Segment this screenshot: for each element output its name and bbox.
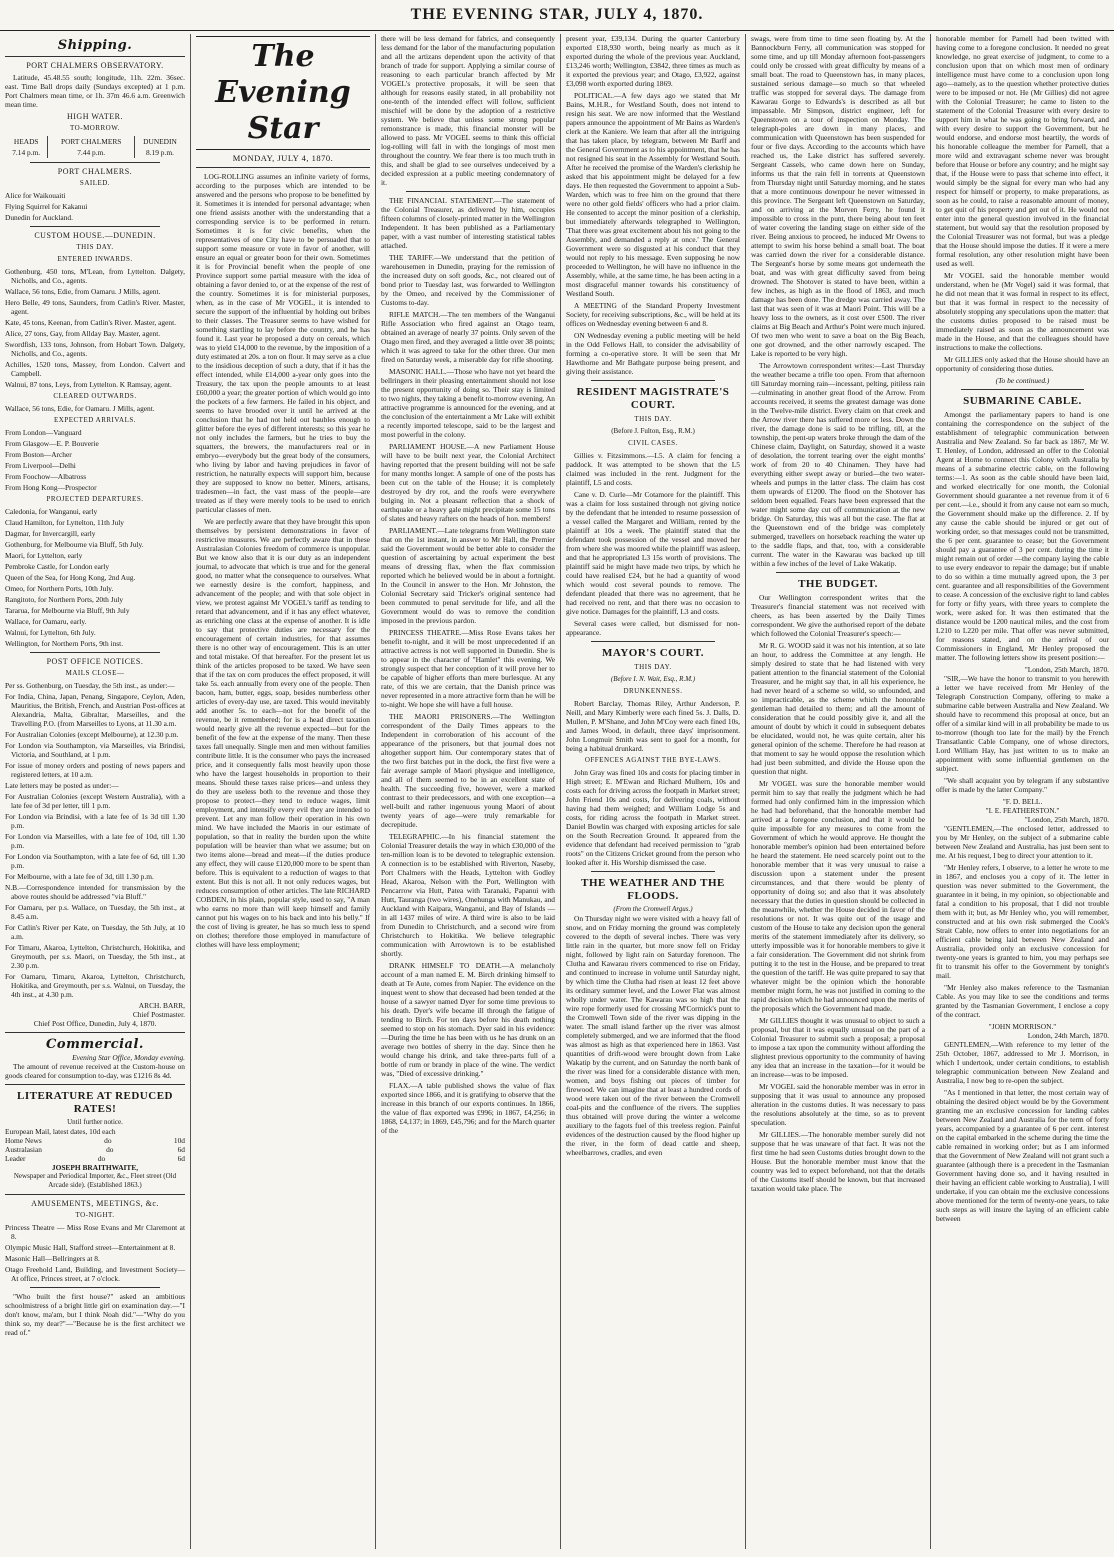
column-2 — [190, 34, 375, 1549]
entered-title: ENTERED INWARDS. — [57, 255, 133, 263]
table-row — [5, 1154, 185, 1163]
divider — [196, 167, 370, 168]
list-item: Walnui, 87 tons, Leys, from Lyttelton. K Ramsay, agent. — [5, 380, 172, 389]
letter-body: "GENTLEMEN,—The enclosed letter, addressed to you by Mr Henley, on the subject of a submarine cable between New Zealand and Australia, has just been sent to me. At his request, I beg to direct your attention to it. — [936, 824, 1109, 860]
list-item: Masonic Hall—Bellringers at 8. — [5, 1254, 100, 1263]
list-item: From Foochow—Albatross — [5, 472, 87, 481]
rate-price: 6d — [177, 1145, 185, 1154]
list-item: Swordfish, 133 tons, Johnson, from Hobart Town. Dalgety, Nicholls, and Co., agents. — [5, 340, 185, 358]
budget-speech: Mr VOGEL said the honorable member was in error in supposing that it was usual to announce any proposed alteration in the customs duties. It was necessary to pass the resolutions absolutely at the time, so as to prevent speculation. — [751, 1082, 925, 1127]
divider — [30, 1287, 160, 1288]
list-item: Wallace, 56 tons, Edie, for Oamaru. J Mills, agent. — [5, 404, 155, 413]
list-item: Dunedin for Auckland. — [5, 213, 73, 222]
list-item: Wellington, for Northern Ports, 9th inst. — [5, 639, 124, 648]
news-item: PRINCESS THEATRE.—Miss Rose Evans takes her benefit to-night, and it will be most unprecedented if an attractive actress is not well supported in Dunedin. She is to appear in the character of "Hamlet" this evening. We strongly suspect that her conception of it will prove her to be capable of higher efforts than mere burlesque. At any rate, of this we are certain, that the Danish prince was never represented in a more attractive form than he will be to-night. We hope she will have a full house. — [381, 628, 555, 709]
list-item: From Glasgow—E. P. Bouverie — [5, 439, 99, 448]
expected-list — [5, 428, 185, 492]
mayor-court-day: THIS DAY. — [634, 663, 672, 671]
rate-name: Australasian — [5, 1145, 42, 1154]
weather-title: THE WEATHER AND THE FLOODS. — [581, 877, 725, 902]
letter-date: "London, 25th March, 1870. — [1024, 665, 1109, 674]
closing-anecdote: "Who built the first house?" asked an ambitious schoolmistress of a bright little girl on examination day.—"I don't know, ma'am, but I think Noah did."—"Why do you think so, my dear?"—"Because he is the first architect we read of." — [5, 1292, 185, 1337]
letter-signature: "I. E. FEATHERSTON." — [985, 806, 1060, 815]
news-item: THE TARIFF.—We understand that the petition of warehousemen in Dunedin, praying for the remission of the increased duty on soft goods, &c., not cleared out of bond prior to Tuesday last, was forwarded to Wellington by the Omeo, and received by the Commissioner of Customs to-day. — [381, 253, 555, 307]
divider — [30, 652, 160, 653]
list-item: Gothenburg, 450 tons, M'Lean, from Lyttelton. Dalgety, Nicholls, and Co., agents. — [5, 267, 185, 285]
list-item: Rangitoto, for Northern Ports, 20th July — [5, 595, 124, 604]
tide-dunedin-time: 8.19 p.m. — [146, 148, 174, 157]
literature-rates — [5, 1127, 185, 1163]
observatory-text: Latitude, 45.48.55 south; longitude, 11h. 22m. 36sec. east. Time Ball drops daily (Sundays excepted) at 1 p.m. Port Chalmers mean time, or 1h. 37m 46.6 a.m. Greenwich mean time. — [5, 73, 185, 109]
list-item: Olympic Music Hall, Stafford street—Entertainment at 8. — [5, 1243, 176, 1252]
list-item: From Hong Kong—Prospector — [5, 483, 97, 492]
news-item: THE FINANCIAL STATEMENT.—The statement of the Colonial Treasurer, as delivered by him, occupies fifteen columns of closely-printed matter in the Wellington Independent. It has been published as a Parliamentary paper, with a vast number of interesting statistical tables attached. — [381, 196, 555, 250]
projected-title: PROJECTED DEPARTURES. — [46, 495, 144, 503]
rate-col: do — [104, 1136, 112, 1145]
divider — [591, 871, 715, 872]
news-item: ON Wednesday evening a public meeting will be held in the Odd Fellows Hall, to consider the advisability of forming a co-operative store. It will be seen that Mr Hawthorne and Mr Bathgate purpose being present, and giving their assistance. — [566, 331, 740, 376]
list-item: For Melbourne, with a late fee of 3d, till 1.30 p.m. — [5, 872, 154, 881]
list-item: Alice for Waikouaiti — [5, 191, 66, 200]
divider — [5, 1032, 185, 1033]
literature-sub: Until further notice. — [67, 1118, 123, 1126]
letter-body: "As I mentioned in that letter, the most certain way of obtaining the desired object would be by the Government granting me an exclusive concession for landing cables between New Zealand and Australia for the term of forty years, accompanied by a guarantee of 6 per cent. interest on the capital embarked in the scheme during the time the cable remained in working order; but as I am informed that the Government of New Zealand will not grant such a guarantee (although there is a precedent in the Tasmanian Government having done so, and it having resulted in their having an efficient cable working to Australia), I will undertake, if you can obtain me the exclusive concessions above mentioned for the term of twenty-one years, to take such steps as will insure the laying of an efficient cable between — [936, 1088, 1109, 1223]
list-item: Caledonia, for Wanganui, early — [5, 507, 98, 516]
news-item: DRANK HIMSELF TO DEATH.—A melancholy account of a man named E. M. Birch drinking himself to death at Te Aute, comes from Napier. The evidence on the inquest went to show that deceased had been tended at the house of a sawyer named Dyer for some time previous to his death. Dyer's wife became ill through the fatigue of tending to Birch. For ten days before his death nothing seemed to stop on his stomach. Dyer said in his evidence:—During the time he has been with us he has drunk on an average two bottles of sherry in the day. Since then he would change his drink, and take three-parts full of a bottle of rum or brandy in place of the wine. The verdict was, "Died of excessive drinking." — [381, 961, 555, 1078]
editorial-continued: there will be less demand for fabrics, and consequently less demand for the labor of the manufacturing population and all the artizans dependent upon the activity of that branch of trade for support. Applying a similar course of reasoning to each particular branch affected by Mr VOGEL's protective proposals, it will be seen that although for reasons easily stated, in all probability not one-tenth of the intended effect will follow, sufficient mischief will be done by the adoption of a restrictive system. We believe that unless some strong popular remonstrance is made, this financial monster will be allowed to pass. Mr VOGEL seems to think this official log-rolling will fall in with the longings of most men throughout the country. We fear there is too much truth in this, and shall be glad to see ourselves undeceived by a decided expression at a public meeting condemnatory of it. — [381, 34, 555, 187]
rate-name: Leader — [5, 1154, 26, 1163]
high-water-sub: TO-MORROW. — [70, 124, 120, 132]
divider — [591, 380, 715, 381]
editorial-para: LOG-ROLLING assumes an infinite variety of forms, according to the purposes which are intended to be answered and the persons who propose to be benefitted by it. Sometimes it is intended for personal advantage; when one friend assists another with the understanding that a corresponding service is to be performed in return. Sometimes it is for civic benefits, when the representatives of one City have to be persuaded that to support some measure or vote in favor of another, will ensure an equal or greater boon for their own. Sometimes it is for Provincial benefit when the people of one Province support some partial measure with the idea of obtaining a favor denied to, or at the expense of the rest of the country. Sometimes it is for ministerial purposes, when, as in the case of Mr VOGEL, it is intended to secure the support of the influential by holding out bribes to their classes. The Treasurer seems to have wished for something startling to lay before the country, and he has found it. Last year he proposed a duty on cereals, which was to yield £14,000 to the revenue, by the imposition of a duty estimated at 20s. a ton on flour. It may serve as a clue to the insidious deception of such a duty, that if it has the effect intended, while £14,000 a-year only goes into the Treasury, the tax upon the people amounts to at least £60,000 a year; the greater portion of which would go into the pockets of a few farmers. He failed in his object, and seems to have brooded over it until he arrived at the conclusion that he had not held out baubles enough to glitter before the eyes of different interests; so this year he not only includes the farmers, but he tries to buy the squatters, the brewers, the manufacturers real or in embryo—everybody but the great body of the consumers, who living by labor and having prejudices in favor of restriction, he naturally expects will support him, because they are supposed to know no better. Miners, artisans, tradesmen—in fact, the vast mass of the people—are treated as if they were merely tools to be used to enrich particular classes of men. — [196, 172, 370, 514]
list-item: Per ss. Gothenburg, on Tuesday, the 5th inst., as under:— — [5, 681, 175, 690]
sailed-list — [5, 191, 185, 222]
mayor-court-before: (Before I. N. Wait, Esq., R.M.) — [610, 675, 696, 683]
list-item: From Liverpool—Delhi — [5, 461, 76, 470]
bylaw-title: OFFENCES AGAINST THE BYE-LAWS. — [584, 756, 722, 764]
news-item: THE MAORI PRISONERS.—The Wellington correspondent of the Daily Times appears to the Independent in corroboration of his account of the appearance of the prisoners, but that journal does not altogether support him. Our contemporary states that of the two first batches put in the dock, the first five were a fair average sample of Maori physique and intelligence, and all of them seemed to be in an excellent state of health. The succeeding five, however, were a marked contrast to their predecessors, and with one exception—a well-built and rather ingenuous young Maori of about twenty years of age—were truly remarkable for decrepitude. — [381, 712, 555, 829]
commercial-dateline: Evening Star Office, Monday evening. — [72, 1053, 185, 1062]
list-item: Kate, 45 tons, Keenan, from Catlin's River. Master, agent. — [5, 318, 176, 327]
weather-continued: swags, were from time to time seen floating by. At the Bannockburn Ferry, all communication was stopped for some time, and up till Monday afternoon foot-passengers could only be crossed with great difficulty by means of a small boat. The road to Queenstown has, in many places, sustained serious damage—so much so that wheeled traffic was stopped for several days. The damage from Kawarau Gorge to Edwards's is described as all but impassable. Mr Simpson, district engineer, left for Queenstown on a tour of inspection on Monday. The telegraph-poles are down in many places, and communication with Queenstown has been suspended for four or five days. According to the accounts which have reached us, the Lake district has suffered severely. Sergeant Cassels, who came down here on Sunday, informs us that the rain fell in torrents at Queenstown from Thursday night until Saturday morning, and he states that a more continuous downpour he never witnessed in this province. The Sergeant left Queenstown on Saturday, and on arriving at the Morven Ferry, he found it impossible to cross in the punt, there being about ten feet of water covering the landing stage on either side of the river. Being anxious to proceed, he induced Mr Owens to attempt to swim his horse behind a small boat. The boat was carried down the river for a considerable distance. The Sergeant's horse by some means got underneath the boat, and was with great difficulty saved from being drowned. The Shotover is stated to have been, within a few inches, as high as in the flood of 1863, and much damage has been done. The dredge was carried away. The last that was seen of it was at Maori Point. This will be a heavy loss to the owners, as it cost over £500. The river claims at Big Beach and Arthur's Point were much injured. Of two men who went to save a boat on the Big Beach, one got drowned, and the other narrowly escaped. The Lake is reported to be very high. — [751, 34, 925, 358]
divider — [591, 641, 715, 642]
post-list — [5, 681, 185, 999]
list-item: Dagmar, for Invercargill, early — [5, 529, 96, 538]
tide-heads-label: HEADS — [5, 136, 48, 147]
letter-signature: "JOHN MORRISON." — [988, 1022, 1057, 1031]
list-item: For Oamaru, per p.s. Wallace, on Tuesday, the 5th inst., at 8.45 a.m. — [5, 903, 185, 921]
list-item: For India, China, Japan, Penang, Singapore, Ceylon, Aden, Mauritius, the British, French, and Austrian Post-offices at Alexandria, Malta, Gibraltar, Marseilles, and the Travelling P.O. (from Marseilles to Lyons, at 11.30 a.m. — [5, 692, 185, 728]
table-row — [5, 1145, 185, 1154]
court-case: Gillies v. Fitzsimmons.—L5. A claim for fencing a paddock. It was attempted to be shown that the L5 claimed was included in the rent. Judgment for the plaintiff, L5 and costs. — [566, 451, 740, 487]
literature-role: Newspaper and Periodical Importer, &c., Fleet street (Old Arcade side). (Established 1863.) — [13, 1172, 177, 1189]
court-case: John Gray was fined 10s and costs for placing timber in High street; E. M'Ewan and Richard Mulhern, 10s and costs each for driving across the footpath in Market street; John Friend 10s and costs, for delivering coals, without having had them weighed; and William Lodge 5s and costs, for riding across the footpath in Market street. Daniel Bowlin was charged with exposing articles for sale on the South Recreation Ground. It appeared from the evidence that defendant had received permission to "grab roots" on the Citizens Cricket ground from the person who looked after it. His Worship dismissed the case. — [566, 768, 740, 867]
page-header-title: THE EVENING STAR, JULY 4, 1870. — [410, 6, 704, 23]
list-item: For London via Southampton, with a late fee of 6d, till 1.30 p.m. — [5, 852, 185, 870]
divider — [5, 56, 185, 57]
masthead — [0, 0, 1114, 31]
letter-signature: "F. D. BELL. — [1002, 797, 1043, 806]
cable-title: SUBMARINE CABLE. — [963, 395, 1082, 407]
list-item: Achilles, 1520 tons, Massey, from London. Calvert and Campbell. — [5, 360, 185, 378]
drunkenness-title: DRUNKENNESS. — [623, 687, 683, 695]
list-item: For Catlin's River per Kate, on Tuesday, the 5th July, at 10 a.m. — [5, 923, 185, 941]
mayor-court-title: MAYOR'S COURT. — [602, 647, 704, 659]
list-item: Alice, 27 tons, Gay, from Allday Bay. Master, agent. — [5, 329, 161, 338]
budget-speech: Mr GILLIES.—The honorable member surely did not suppose that he was unaware of that fact. It was not the first time he had seen Customs duties brought down to the House. But the honorable member must know that the country was led to expect beforehand, not that the details of the Customs itself should be known, but that increased taxation would take place. The — [751, 1130, 925, 1193]
divider — [961, 389, 1084, 390]
list-item: Late letters may be posted as under:— — [5, 781, 119, 790]
court-case: Cane v. D. Curle—Mr Cotamore for the plaintiff. This was a claim for loss sustained through not giving notice by the defendant that he intended to resume possession of a vessel called the Margaret and William, rented by the plaintiff at 10s a week. The plaintiff stated that the defendant took possession of the vessel and moved her from where she was moored while the plaintiff was asleep, and that he appropriated L3 15s worth of provisions. The plaintiff said he might have made two trips, by which he could have realised £24, but he had a quantity of wood which would cost several pounds to remove. The defendant pleaded that there was no agreement, that he had received no rent, and that there was no occasion to give notice. Damages for the plaintiff, L3 and costs. — [566, 490, 740, 616]
to-be-continued: (To be continued.) — [995, 376, 1050, 385]
list-item: Flying Squirrel for Kakanui — [5, 202, 88, 211]
news-item: A MEETING of the Standard Property Investment Society, for receiving subscriptions, &c., will be held at its offices on Wednesday evening between 6 and 8. — [566, 301, 740, 328]
list-item: For Australian Colonies (except Western Australia), with a late fee of 3d per letter, till 1 p.m. — [5, 792, 185, 810]
news-continued: present year, £39,134. During the quarter Canterbury exported £18,930 worth, being nearly as much as it exported during the whole of the previous year. Auckland, £13,246 worth; Wellington, £3842, three times as much as it exported the previous year; and Otago, £3,922, against £3,098 worth exported during 1869. — [566, 34, 740, 88]
list-item: Claud Hamilton, for Lyttelton, 11th July — [5, 518, 124, 527]
signoff-name: ARCH. BARR, — [138, 1001, 185, 1010]
divider — [5, 1084, 185, 1085]
list-item: Princess Theatre — Miss Rose Evans and Mr Claremont at 8. — [5, 1223, 185, 1241]
post-office-title: POST OFFICE NOTICES. — [46, 657, 144, 666]
budget-speech: Mr VOGEL said the honorable member would understand, when he (Mr Vogel) said it was formal, that he did not mean that it was formal in respect to its effect, but that it was formal in respect to the necessity of absolutely stopping any speculations upon the matter: that the customs duties proposed to be raised must be immediately raised as soon as the announcement was made in the House, and that the colleagues should have instructions to make the collections. — [936, 271, 1109, 352]
news-item: RIFLE MATCH.—The ten members of the Wanganui Rifle Association who fired against an Otago team, obtained an average of nearly 37 points. Only seven of the Otago men fired, and they averaged a little over 38 points; which it was agreed to take for the other three. Our men fired on Saturday week, a miserable day for rifle shooting. — [381, 310, 555, 364]
budget-speech: Mr GILLIES only asked that the House should have an opportunity of considering those duties. — [936, 355, 1109, 373]
sailed-title: SAILED. — [79, 179, 111, 187]
rate-col: do — [97, 1154, 106, 1163]
list-item: For London via Brindisi, with a late fee of 1s 3d till 1.30 p.m. — [5, 812, 185, 830]
rm-court-title: RESIDENT MAGISTRATE'S COURT. — [576, 386, 730, 411]
list-item: N.B.—Correspondence intended for transmission by the above routes should be addressed "via Bluff." — [5, 883, 185, 901]
news-item: FLAX.—A table published shows the value of flax exported since 1866, and it is gratifying to observe that the increase in this branch of our exports continues. In 1866, the value of flax exported was £996; in 1867, £4,256; in 1868, £4,137; in 1869, £45,796; and for the March quarter of the — [381, 1081, 555, 1135]
mails-close-label: MAILS CLOSE— — [65, 669, 125, 677]
projected-list — [5, 507, 185, 648]
budget-continued: honorable member for Parnell had been twitted with having come to a foregone conclusion. It needed no great knowledge, no great exercise of judgment, to come to a conclusion upon that on which most men of ordinary intelligence must have come to a conclusion upon long ago—namely, as to the question whether protective duties were to be imposed or not. He (Mr Gillies) did not agree with the Colonial Treasurer; he came to listen to the statement of the Colonial Treasurer with every desire to support him in what he was going to bring forward, and with every desire to support the Government, but he would endorse, and endorse most heartily, the words of his honorable colleague the member for Parnell, that a more wild and extravagant scheme never was brought before that House or before any country; and he might say that, if the House were to pass that scheme into effect, it would simply be the signal for every man who had any respect for himself or property, to make preparations, as soon as he could, to raise a reasonable amount of money, to get quit of his property and get out of it. He would not enter into the general question involved in the financial statement, but would say that the resolution proposed by the Colonial Treasurer was not formal, but was a pledge that the House should impose the duties. If it were a mere formal resolution, any other resolution might have been used as well. — [936, 34, 1109, 268]
port-chalmers-title: PORT CHALMERS. — [57, 167, 133, 176]
list-item: Wallace, for Oamaru, early. — [5, 617, 87, 626]
this-day-label: THIS DAY. — [76, 243, 114, 251]
list-item: Wallace, 56 tons, Edie, from Oamaru. J Mills, agent. — [5, 287, 161, 296]
court-case: Robert Barclay, Thomas Riley, Arthur Anderson, P. Neill, and Mary Kimberly were each fined 5s. J. Dalls, D. Mullen, P. M'Shane, and John M'Coy were each fined 10s, and James Wood, in default, three days' imprisonment. John Longmuir Smith was sent to gaol for a month, for being a habitual drunkard. — [566, 699, 740, 753]
column-1 — [0, 34, 190, 1549]
amusements-sub: TO-NIGHT. — [75, 1211, 115, 1219]
divider — [776, 572, 900, 573]
divider — [30, 226, 160, 227]
divider — [30, 162, 160, 163]
news-item: MASONIC HALL.—Those who have not yet heard the bellringers in their pleasing entertainment should not lose the present opportunity of doing so. Their stay is limited to two nights, they taking a benefit to-morrow evening. An attractive programme is announced for the evening, and at the conclusion of the entertainment a Mr Lake will exhibit a recently imported telescope, said to be the largest and most powerful in the colony. — [381, 367, 555, 439]
rm-court-day: THIS DAY. — [634, 415, 672, 423]
rate-price: 10d — [173, 1136, 185, 1145]
list-item: From London—Vanguard — [5, 428, 82, 437]
tide-port-time: 7.44 p.m. — [48, 147, 135, 158]
literature-name: JOSEPH BRAITHWAITE, — [51, 1163, 139, 1172]
list-item: From Boston—Archer — [5, 450, 72, 459]
news-item: TELEGRAPHIC.—In his financial statement the Colonial Treasurer details the way in which £30,000 of the ten-million loan is to be devoted to telegraphic extension. A connection is to be established with Riverton, Naseby, Port Chalmers with the Heads, Lyttelton with Godley Head, Akaroa, Nelson with the Port, Wellington with Pencarrow via Hutt, Patea with Taranaki, Papanui with Hutt, Tauranga (two wires), Onehunga with Manukau, and Auckland with Kaipara, Wanganui, and Bay of Islands —in all 1437 miles of wire. A third wire is also to be laid from Dunedin to Christchurch, and a second wire from Christchurch to Hokitika. We believe telegraphic communication with Arrowtown is to be established shortly. — [381, 832, 555, 958]
list-item: For issue of money orders and posting of news papers and registered letters, at 10 a.m. — [5, 761, 185, 779]
list-item: Gothenburg, for Melbourne via Bluff, 5th July. — [5, 540, 144, 549]
signoff-role: Chief Postmaster. — [132, 1010, 185, 1019]
custom-house-title: CUSTOM HOUSE.—DUNEDIN. — [34, 231, 156, 240]
column-5 — [745, 34, 930, 1549]
editorial-para: We are perfectly aware that they have brought this upon themselves by persistent demonstrations in favor of restrictive measures. We are perfectly aware that in these Australasian Colonies freedom of commerce is unpopular. But we know also that it is our duty as an independent journal, to advocate that which is true and for the general good, no matter what the consequence to ourselves. What we earnestly desire is the comfort, happiness, and advancement of the people; and with that sole object in view, we protest against Mr VOGEL's tariff as tending to retard that advancement, and if it has any effect whatever, as enriching one class at the expense of another. It is idle to say that protective duties are necessary for the encouragement of certain industries, for that assumes there is no other way of encouragement. This is an utter and total mistake. Of that hereafter. For the present let us think of the articles proposed to be taxed. We have seen that if the tax on corn produces the effect proposed, it will take 5s. each annually from every one of the people. Then bacon, ham, butter, eggs, soap, besides numberless other articles of every-day use, are taxed. This would inevitably add another 5s. to each—not for the benefit of the revenue, be it remembered; for is a head direct taxation would nearly give all the revenue expected—but for the benefit of the few at the expense of the many. Then these taxes fall unequally. Single men and men without families contribute little. It is the consumer who pays the increased price, and it consequently falls most heavily upon those who have the largest households in proportion to their means. Should these taxes raise prices—and unless they do they are useless both to the revenue and those they propose to protect—they tend to reduce wages, limit employment, and intensify every evil they are intended to prevent. Let any man follow their operation in his own mind. We have included the Maoris in our estimate of population, so that in reality the burden upon the white population will be heavier than what we assume; but on two items alone—bread and meat—if the duties produce any effect, they will cause £120,000 more to be spent than before. This is equivalent to a reduction of wages to that extent. But this is not all. It not only reduces wages, but reduces consumption of other articles. The late RICHARD COBDEN, in his plain, popular style, used to say, "A man who earns no more than will keep himself and family cannot put his wages on to his back and into his belly." If the cost of living is greater, he has so much less to spend on clothes; therefore those employed in manufacture of clothes will have less employment; — [196, 517, 370, 949]
observatory-title: PORT CHALMERS OBSERVATORY. — [26, 61, 164, 70]
cleared-title: CLEARED OUTWARDS. — [53, 392, 137, 400]
letter-date: "London, 25th March, 1870. — [1024, 815, 1109, 824]
amusements-list — [5, 1223, 185, 1283]
entered-list — [5, 267, 185, 389]
list-item: Hero Belle, 49 tons, Saunders, from Catlin's River. Master, agent. — [5, 298, 185, 316]
paper-title: The Evening Star — [196, 36, 370, 150]
tide-table — [5, 136, 185, 158]
list-item: For Timaru, Akaroa, Lyttelton, Christchurch, Hokitika, and Greymouth, per s.s. Maori, on Tuesday, the 5th inst., at 2.30 p.m. — [5, 943, 185, 970]
cable-intro: Amongst the parliamentary papers to hand is one containing the correspondence on the subject of the establishment of telegraphic communication between Australia and New Zealand. So far back as 1867, Mr W. T. Henley, of London, addressed an offer to the Colonial Agent at Home to connect this Colony with Australia by means of a submarine electric cable, on the following terms:—1. As soon as the cable should have been laid, and worked electrically for one month, the Colonial Government should guarantee a net revenue from it of 6 per cent.—i.e., should it from any cause not earn so much, the Government should make up the difference. 2. If by any cause the cable should be injured or get out of working order, so that messages could not be transmitted, the 6 per cent. guarantee to cease; but the Government should pay a guarantee of 3 per cent. during the time it might remain out of order —the company laying the cable to use every endeavor to repair the damage; but if unable to do so within a time mutually agreed upon, the 3 per cent. guarantee and all responsibilities of the Government to cease. A concession of the exclusive right to land cables for forty or fifty years, with three years to complete the work, were asked for. It was then estimated that the distance would be 1200 nautical miles, and the cost from L210 to L220 per mile. That offer was never submitted, for reasons stated, and on the arrival of our Commissioners in England, Mr Henley proposed the matter. The following letters show its present position:— — [936, 410, 1110, 662]
list-item: Maori, for Lyttelton, early — [5, 551, 83, 560]
letter-body: "We shall acquaint you by telegram if any substantive offer is made by the latter Company." — [936, 776, 1109, 794]
budget-speech: Mr GILLIES thought it was unusual to object to such a proposal, but that it was equally unusual on the part of a Colonial Treasurer to submit such a proposal; a proposal to impose a tax upon the community without affording the slightest previous opportunity to the community of having any idea that an increase in the taxation—for it would be an increase—was to be imposed. — [751, 1016, 925, 1079]
commercial-title: Commercial. — [46, 1037, 144, 1052]
news-item: PARLIAMENT HOUSE.—A new Parliament House will have to be built next year, the Colonial Architect having reported that the present building will not be safe for many months longer. A sample of one of the posts has been cut on the table of the House; it is completely destroyed by dry rot, and the roofs were everywhere bulging in. Not a pleasant reflection that a shock of earthquake or a heavy gale might precipitate some 15 tons of slates and heavy rafters on the heads of hon. members! — [381, 442, 555, 523]
letter-date: London, 24th March, 1870. — [1027, 1031, 1109, 1040]
rate-name: Home News — [5, 1136, 42, 1145]
column-4 — [560, 34, 745, 1549]
list-item: Tararua, for Melbourne via Bluff, 9th July — [5, 606, 130, 615]
letter-body: "Mr Henley also makes reference to the Tasmanian Cable. As you may like to see the conditions and terms granted by the Tasmanian Government, I enclose a copy of the contract. — [936, 983, 1109, 1019]
budget-speech: Mr R. G. WOOD said it was not his intention, at so late an hour, to address the Committee at any length. He simply desired to state that he had listened with very patient attention to the financial statement of the Colonial Treasurer, and he might say that, in all his experience, he had never heard of a scheme so wild, so unfounded, and so impracticable, as the scheme which the honorable gentleman had detailed to them; and all the amount of consideration that he could possibly give it, and all the amount of doubt by which it could in subsequent debates be elucidated, would not, he was quite certain, alter his general opinion of the scheme. Therefore he had reason at that moment to say he would oppose the resolution which had just been submitted, and divide the House upon the question that night. — [751, 641, 925, 776]
table-row — [5, 1136, 185, 1145]
column-6 — [930, 34, 1114, 1549]
budget-title: THE BUDGET. — [798, 578, 878, 590]
letter-body: "Mr Henley refers, I observe, to a letter he wrote to me in 1867, and encloses you a copy of it. The letter in question was never submitted to the Government, the guarantee in it being, in my opinion, so objectionable and fatal a condition to his proposal, that I did not trouble them with it; but, as Mr Henley who, you will remember, constructed and at his own risk submerged the Cook's Strait Cable, now offers to enter into negotiations for an efficient cable being laid between New Zealand and Australia, provided only an exclusive concession for twenty-one years is granted to him, you may perhaps see fit to transmit his offer to the Government by tonight's mail. — [936, 863, 1109, 980]
rate-price: 6d — [177, 1154, 185, 1163]
budget-text: Our Wellington correspondent writes that the Treasurer's financial statement was not received with cheers, as has been asserted by the Daily Times correspondent. We give the authorised report of the debate which followed the Colonial Treasurer's speech:— — [751, 593, 925, 638]
court-case: Several cases were called, but dismissed for non-appearance. — [566, 619, 740, 637]
list-item: Otago Freehold Land, Building, and Investment Society—At office, Princes street, at 7 o'clock. — [5, 1265, 185, 1283]
list-item: Omeo, for Northern Ports, 10th July. — [5, 584, 114, 593]
letter-body: "SIR,—We have the honor to transmit to you herewith a letter we have received from Mr Henley of the Telegraph Construction Company, offering to make a submarine cable between Australia and New Zealand. We should have to recommend this proposal at once, but an offer of a similar kind will in all probability be made to us to-morrow (though too late for the mail) by the French Transatlantic Cable Company, one of whose directors, Lord William Hay, has just written to us to make an appointment with some influential gentlemen on the subject. — [936, 674, 1109, 773]
budget-speech: Mr VOGEL was sure the honorable member would permit him to say that really the judgment which he had formed had only confirmed him in the impression which he had had beforehand, that the honorable member had arrived at a foregone conclusion, and that it would be quite impossible for any measures to come from the Government of which he would approve. He thought the honorable member's opinion had been entertained before he heard the statement. He need scarcely point out to the honorable member that it was very unusual to raise a discussion upon a statement under the present circumstances, and that there would be plenty of opportunity of doing so; and also that it was absolutely necessary that the duties in question should be collected in the meanwhile, whether the House decided in favor of the resolutions or not. It was quite out of the usage and custom of the House to take any decision upon the general merits of the statement immediately after its delivery, so utterly impossible was it for honorable members to give it a fair consideration. The Government did not shrink from putting it to the test in the House, and be prepared to treat the question of the tariff. He was quite prepared to say that whatever might be the opinion which the honorable member might form, he was not justified in coming to the rapid decision which he had announced upon the merits of the proposals which the Government had made. — [751, 779, 925, 1013]
expected-title: EXPECTED ARRIVALS. — [54, 416, 136, 424]
tide-dunedin-label: DUNEDIN — [143, 137, 177, 146]
high-water-title: HIGH WATER. — [66, 112, 123, 121]
arrowtown-report: The Arrowtown correspondent writes:—Last Thursday the weather became a trifle too open. From that afternoon till Saturday morning rain—incessant, pelting, pitiless rain—culminating in another great flood of the Arrow. From accounts received, it seems the greatest damage was done in the Twelve-mile district. Every claim on that creek and the Arrow river there has suffered more or less. Down the river, the damage done is said to be trifling, till, at the township, the pent-up waters broke through the dam of the Chinese claim, Daylight, on Saturday, showed it a waste of desolation, the torrent tearing over the eight months' work of from 20 to 40 Chinamen. They have had everything either swept away or buried—the two water-wheels and pumps in the latter class. The claim has cost them upwards of £1200. The flood on the Shotover has seldom been equalled. Fears have been expressed that the water might some day cut off communication at the new bridge. On Saturday, this was all but the case. The flat at the Queenstown end of the bridge was completely submerged, travellers on horseback reaching the water up to the saddle flaps, and that, too, with a considerable current. The water in the Kawarau was backed up till within a few inches of the level of Lake Wakatip. — [751, 361, 925, 568]
rm-court-before: (Before J. Fulton, Esq., R.M.) — [611, 427, 695, 435]
divider — [406, 191, 530, 192]
literature-title: LITERATURE AT REDUCED RATES! — [17, 1090, 173, 1115]
list-item: Pembroke Castle, for London early — [5, 562, 110, 571]
divider — [5, 1194, 185, 1195]
column-3 — [375, 34, 560, 1549]
list-item: Queen of the Sea, for Hong Kong, 2nd Aug. — [5, 573, 136, 582]
rm-court-civil: CIVIL CASES. — [628, 439, 678, 447]
dateline: MONDAY, JULY 4, 1870. — [232, 153, 334, 163]
list-item: For London via Marseilles, with a late fee of 10d, till 1.30 p.m. — [5, 832, 185, 850]
tide-port-label: PORT CHALMERS — [48, 136, 135, 147]
list-item: For Australian Colonies (except Melbourne), at 12.30 p.m. — [5, 730, 179, 739]
signoff-office: Chief Post Office, Dunedin, July 4, 1870. — [33, 1019, 157, 1028]
list-item: For London via Southampton, via Marseilles, via Brindisi, Victoria, and Southland, at 1 p.m. — [5, 741, 185, 759]
amusements-title: AMUSEMENTS, MEETINGS, &c. — [31, 1199, 159, 1208]
letter-body: GENTLEMEN,—With reference to my letter of the 25th October, 1867, addressed to Mr J. Morrison, in which I undertook, under certain conditions, to establish telegraphic communication between New Zealand and Australia, I now beg to re-open the subject. — [936, 1040, 1109, 1085]
tide-heads-time: 7.14 p.m. — [5, 147, 48, 158]
list-item: Walnui, for Lyttelton, 6th July. — [5, 628, 96, 637]
rate-col: do — [106, 1145, 114, 1154]
weather-source: (From the Cromwell Argus.) — [613, 905, 693, 913]
news-item: POLITICAL.—A few days ago we stated that Mr Bains, M.H.R., for Westland South, does not intend to resign his seat. We are now informed that the Westland papers announce the appointment of Mr Bains as Warden's clerk at the Kaniere. We learn that after all the intriguing that has taken place, by telegram, between Mr Barff and the General Government as to his appointment, that he has not resigned his seat in the Assembly for Westland South. After he received the promise of the Warden's clerkship he asked that his appointment might be delayed for a few days. He then requested the Government to appoint a Sub-Warden, which was to free him on the ground that there were no other gold fields' officers who had a prior claim. He consented to accept the minor position of a clerkship, but immediately afterwards telegraphed to Wellington, 'That there was great excitement about his not going to the Assembly, and demanded a reply at once.' The General Government were so disgusted at his conduct that they would not reply to his message. Even supposing he now proceeded to Wellington, he will have no influence in the Assembly, while, at the same time, he has been acting in a most disgraceful manner towards his constituency of Westland South. — [566, 91, 740, 298]
news-item: PARLIAMENT.—Late telegrams from Wellington state that on the 1st instant, in answer to Mr Hall, the Premier said the Government would be better able to consider the question of ascertaining by actual experiment the best means of dressing flax, when the flax commission reported which he believed would be in about a fortnight. In the Council in answer to the Hon. Mr Johnston, the Colonial Secretary said Tricker's original sentence had been commuted to penal servitude for life, and all the Government would do was to remove the condition imposed in the previous pardon. — [381, 526, 555, 625]
weather-text: On Thursday night we were visited with a heavy fall of snow, and on Friday morning the ground was completely covered to the depth of several inches. There was very little rain in the quarter, but more snow fell on Friday night, followed by light rain on Saturday forenoon. The Clutha and Kawarau rivers commenced to rise on Friday, and continued to increase in volume until Saturday night, by which time the Clutha had risen at least 12 feet above its ordinary summer level, and the Lower Flat was almost wholly under water. The Kawarau was so high that the wire rope formerly used for crossing M'Cormick's punt to the Cromwell Town side of the river was dipping in the water. The small island farther up the river was almost completely submerged, and we are informed that the flood was almost as high as that experienced here in 1863. Vast quantities of drift-wood were brought down from Lake Wakatip by the current, and on Saturday the north bank of the river was lined for a considerable distance with men, women, and boys fishing out pieces of timber for firewood. We can imagine that at least a hundred cords of wood were taken out of the river between the Cromwell coal-pits and the confluence of the rivers. The supplies thus obtained will prove during the winter a welcome auxiliary to the fagots fuel of this treeless region. Painful evidences of the destruction caused by the flood higher up the river, in the form of dead cattle and sheep, wheelbarrows, cradles, and even — [566, 914, 740, 1157]
literature-lead: European Mail, latest dates, 10d each — [5, 1127, 116, 1136]
shipping-title: Shipping. — [57, 38, 133, 53]
list-item: For Oamaru, Timaru, Akaroa, Lyttelton, Christchurch, Hokitika, and Greymouth, per s.s. Walnui, on Tuesday, the 4th inst., at 4.30 p.m. — [5, 972, 185, 999]
commercial-text: The amount of revenue received at the Custom-house on goods cleared for consumption to-day, was £1216 8s 4d. — [5, 1062, 185, 1080]
